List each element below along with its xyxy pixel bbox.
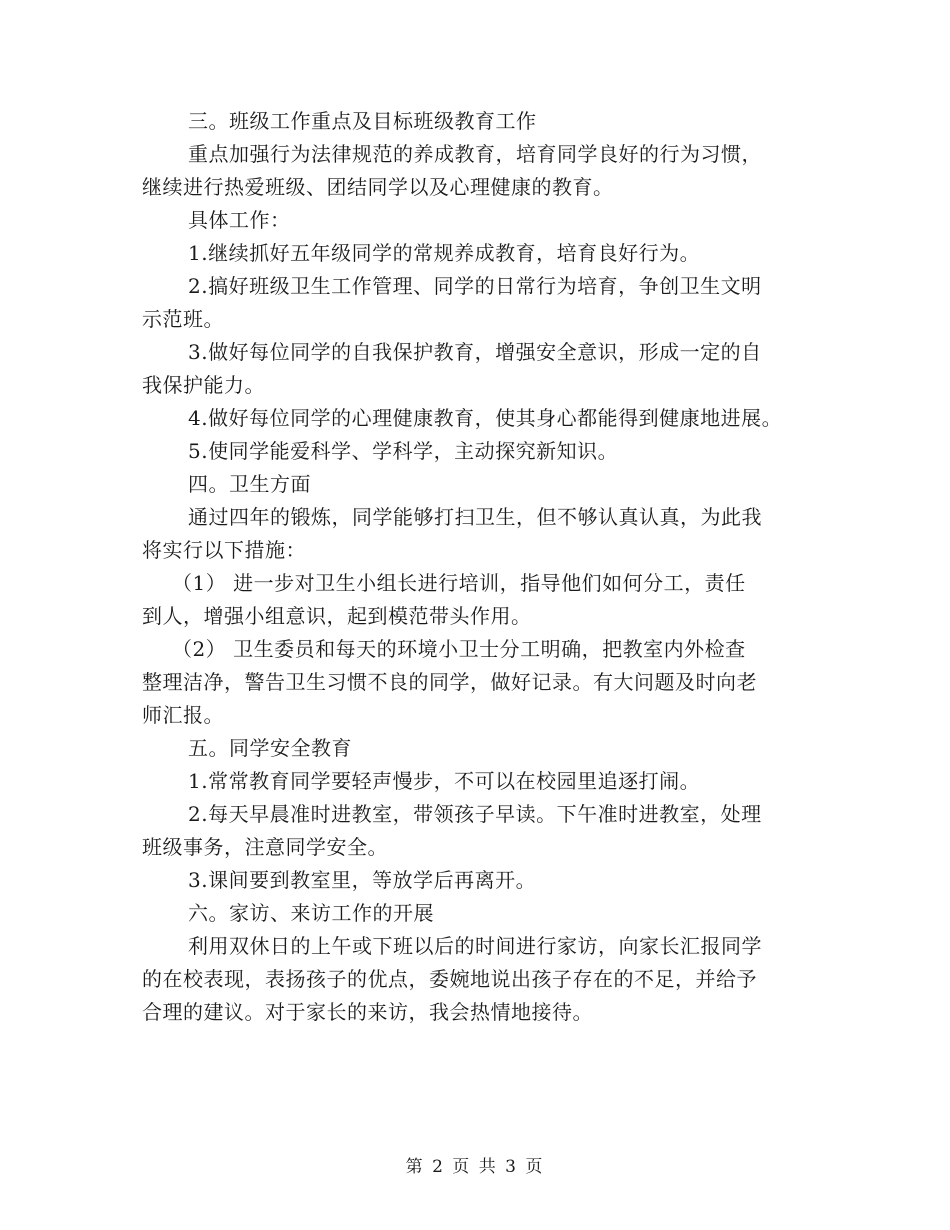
list-item: 1.常常教育同学要轻声慢步，不可以在校园里追逐打闹。 <box>188 769 701 793</box>
list-item-continuation: 整理洁净，警告卫生习惯不良的同学，做好记录。有大问题及时向老 <box>142 670 757 694</box>
list-item: 2.每天早晨准时进教室，带领孩子早读。下午准时进教室，处理 <box>188 802 762 826</box>
list-item: 1.继续抓好五年级同学的常规养成教育，培育良好行为。 <box>188 241 701 265</box>
list-item-continuation: 师汇报。 <box>142 703 224 727</box>
list-item: （2） 卫生委员和每天的环境小卫士分工明确，把教室内外检查 <box>172 637 746 661</box>
list-item-continuation: 班级事务，注意同学安全。 <box>142 835 388 859</box>
paragraph-line: 的在校表现，表扬孩子的优点，委婉地说出孩子存在的不足，并给予 <box>142 967 757 991</box>
list-item: 3.课间要到教室里，等放学后再离开。 <box>188 868 537 892</box>
paragraph-line: 继续进行热爱班级、团结同学以及心理健康的教育。 <box>142 175 614 199</box>
paragraph-line: 利用双休日的上午或下班以后的时间进行家访，向家长汇报同学 <box>188 934 762 958</box>
paragraph-line: 合理的建议。对于家长的来访，我会热情地接待。 <box>142 1000 593 1024</box>
list-item-continuation: 我保护能力。 <box>142 373 265 397</box>
list-item-continuation: 示范班。 <box>142 307 224 331</box>
subheading-specific-work: 具体工作： <box>188 208 291 232</box>
section-heading-class-work: 三。班级工作重点及目标班级教育工作 <box>188 109 537 133</box>
list-item: 4.做好每位同学的心理健康教育，使其身心都能得到健康地进展。 <box>188 406 783 430</box>
section-heading-safety: 五。同学安全教育 <box>188 736 352 760</box>
list-item: 5.使同学能爱科学、学科学，主动探究新知识。 <box>188 439 619 463</box>
section-heading-home-visits: 六。家访、来访工作的开展 <box>188 901 434 925</box>
list-item: 3.做好每位同学的自我保护教育，增强安全意识，形成一定的自 <box>188 340 762 364</box>
paragraph-line: 通过四年的锻炼，同学能够打扫卫生，但不够认真认真，为此我 <box>188 505 762 529</box>
paragraph-line: 重点加强行为法律规范的养成教育，培育同学良好的行为习惯， <box>188 142 762 166</box>
list-item: （1） 进一步对卫生小组长进行培训，指导他们如何分工，责任 <box>172 571 746 595</box>
section-heading-hygiene: 四。卫生方面 <box>188 472 311 496</box>
page-number-footer: 第 2 页 共 3 页 <box>405 1157 545 1177</box>
paragraph-line: 将实行以下措施： <box>142 538 306 562</box>
document-body <box>142 105 812 1029</box>
list-item-continuation: 到人，增强小组意识，起到模范带头作用。 <box>142 604 532 628</box>
list-item: 2.搞好班级卫生工作管理、同学的日常行为培育，争创卫生文明 <box>188 274 762 298</box>
